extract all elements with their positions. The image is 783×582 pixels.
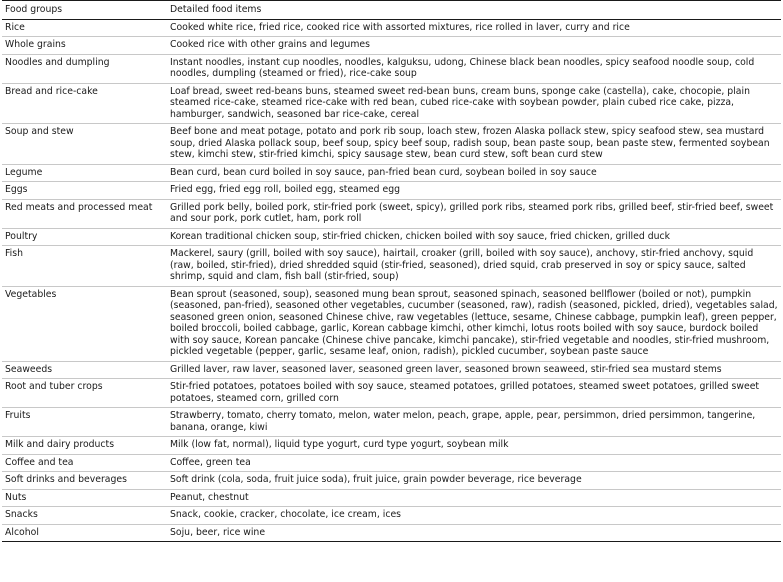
- food-group-cell: Snacks: [2, 507, 167, 525]
- food-items-cell: Snack, cookie, cracker, chocolate, ice cream, ices: [167, 507, 781, 525]
- food-group-cell: Fish: [2, 246, 167, 287]
- food-items-cell: Grilled laver, raw laver, seasoned laver, seasoned green laver, seasoned brown seaweed, stir-fried sea mustard stems: [167, 361, 781, 379]
- table-row: [2, 361, 781, 379]
- table-body: [2, 19, 781, 542]
- table-row: [2, 246, 781, 287]
- food-group-cell: Whole grains: [2, 37, 167, 55]
- food-items-cell: Soju, beer, rice wine: [167, 524, 781, 542]
- table-row: [2, 124, 781, 165]
- food-group-cell: Legume: [2, 164, 167, 182]
- table-row: [2, 54, 781, 83]
- food-group-cell: Poultry: [2, 228, 167, 246]
- table-row: [2, 454, 781, 472]
- food-group-cell: Fruits: [2, 408, 167, 437]
- table-row: [2, 379, 781, 408]
- table-row: [2, 286, 781, 361]
- table-row: [2, 164, 781, 182]
- food-items-cell: Soft drink (cola, soda, fruit juice soda), fruit juice, grain powder beverage, rice beverage: [167, 472, 781, 490]
- food-group-cell: Seaweeds: [2, 361, 167, 379]
- food-items-cell: Stir-fried potatoes, potatoes boiled with soy sauce, steamed potatoes, grilled potatoes, steamed sweet potatoes, grilled sweet potatoes, steamed corn, grilled corn: [167, 379, 781, 408]
- food-items-cell: Strawberry, tomato, cherry tomato, melon, water melon, peach, grape, apple, pear, persimmon, dried persimmon, tangerine, banana, orange, kiwi: [167, 408, 781, 437]
- table-row: [2, 19, 781, 37]
- food-items-cell: Beef bone and meat potage, potato and pork rib soup, loach stew, frozen Alaska pollack stew, spicy seafood stew, sea mustard soup, dried Alaska pollack soup, beef soup, spicy beef soup, radish soup, bean paste soup, bean paste stew, fermented soybean stew, kimchi stew, stir-fried kimchi, spicy sausage stew, bean curd stew, soft bean curd stew: [167, 124, 781, 165]
- header-detailed-food-items: Detailed food items: [167, 1, 781, 20]
- table-row: [2, 437, 781, 455]
- food-group-cell: Bread and rice-cake: [2, 83, 167, 124]
- header-food-groups: Food groups: [2, 1, 167, 20]
- food-items-cell: Mackerel, saury (grill, boiled with soy sauce), hairtail, croaker (grill, boiled with soy sauce), anchovy, stir-fried anchovy, squid (raw, boiled, stir-fried), dried shredded squid (stir-fried, seasoned), dried squid, crab preserved in soy or spicy sauce, salted shrimp, squid and clam, fish ball (stir-fried, soup): [167, 246, 781, 287]
- food-group-cell: Red meats and processed meat: [2, 199, 167, 228]
- food-items-cell: Korean traditional chicken soup, stir-fried chicken, chicken boiled with soy sauce, fried chicken, grilled duck: [167, 228, 781, 246]
- header-row: [2, 1, 781, 20]
- food-group-cell: Eggs: [2, 182, 167, 200]
- table-row: [2, 489, 781, 507]
- food-group-cell: Milk and dairy products: [2, 437, 167, 455]
- food-group-cell: Coffee and tea: [2, 454, 167, 472]
- table-row: [2, 524, 781, 542]
- table-row: [2, 472, 781, 490]
- food-group-cell: Alcohol: [2, 524, 167, 542]
- table-row: [2, 37, 781, 55]
- food-items-cell: Coffee, green tea: [167, 454, 781, 472]
- food-items-cell: Grilled pork belly, boiled pork, stir-fried pork (sweet, spicy), grilled pork ribs, steamed pork ribs, grilled beef, stir-fried beef, sweet and sour pork, pork cutlet, ham, pork roll: [167, 199, 781, 228]
- table-row: [2, 199, 781, 228]
- table-row: [2, 408, 781, 437]
- food-items-cell: Loaf bread, sweet red-beans buns, steamed sweet red-bean buns, cream buns, sponge cake (castella), cake, chocopie, plain steamed rice-cake, steamed rice-cake with red bean, cubed rice-cake with soybean powder, plain cubed rice cake, pizza, hamburger, sandwich, seasoned bar rice-cake, cereal: [167, 83, 781, 124]
- food-items-cell: Instant noodles, instant cup noodles, noodles, kalguksu, udong, Chinese black bean noodles, spicy seafood noodle soup, cold noodles, dumpling (steamed or fried), rice-cake soup: [167, 54, 781, 83]
- food-group-cell: Rice: [2, 19, 167, 37]
- food-group-cell: Nuts: [2, 489, 167, 507]
- table-row: [2, 83, 781, 124]
- food-items-cell: Cooked white rice, fried rice, cooked rice with assorted mixtures, rice rolled in laver, curry and rice: [167, 19, 781, 37]
- food-group-cell: Noodles and dumpling: [2, 54, 167, 83]
- food-items-cell: Milk (low fat, normal), liquid type yogurt, curd type yogurt, soybean milk: [167, 437, 781, 455]
- table-row: [2, 182, 781, 200]
- table-header: [2, 1, 781, 20]
- food-groups-table: [2, 0, 781, 542]
- table-row: [2, 228, 781, 246]
- food-items-cell: Fried egg, fried egg roll, boiled egg, steamed egg: [167, 182, 781, 200]
- food-group-cell: Root and tuber crops: [2, 379, 167, 408]
- food-items-cell: Bean curd, bean curd boiled in soy sauce, pan-fried bean curd, soybean boiled in soy sauce: [167, 164, 781, 182]
- table-row: [2, 507, 781, 525]
- food-group-cell: Vegetables: [2, 286, 167, 361]
- food-items-cell: Bean sprout (seasoned, soup), seasoned mung bean sprout, seasoned spinach, seasoned bellflower (boiled or not), pumpkin (seasoned, pan-fried), seasoned other vegetables, cucumber (seasoned, raw), radish (seasoned, pickled, dried), vegetables salad, seasoned green onion, seasoned Chinese chive, raw vegetables (lettuce, sesame, Chinese cabbage, pumpkin leaf), green pepper, boiled broccoli, boiled cabbage, garlic, Korean cabbage kimchi, other kimchi, lotus roots boiled with soy sauce, burdock boiled with soy sauce, Korean pancake (Chinese chive pancake, kimchi pancake), stir-fried vegetable and noodles, stir-fried mushroom, pickled vegetable (pepper, garlic, sesame leaf, onion, radish), pickled cucumber, soybean paste sauce: [167, 286, 781, 361]
- food-items-cell: Peanut, chestnut: [167, 489, 781, 507]
- food-group-cell: Soup and stew: [2, 124, 167, 165]
- food-items-cell: Cooked rice with other grains and legumes: [167, 37, 781, 55]
- food-group-cell: Soft drinks and beverages: [2, 472, 167, 490]
